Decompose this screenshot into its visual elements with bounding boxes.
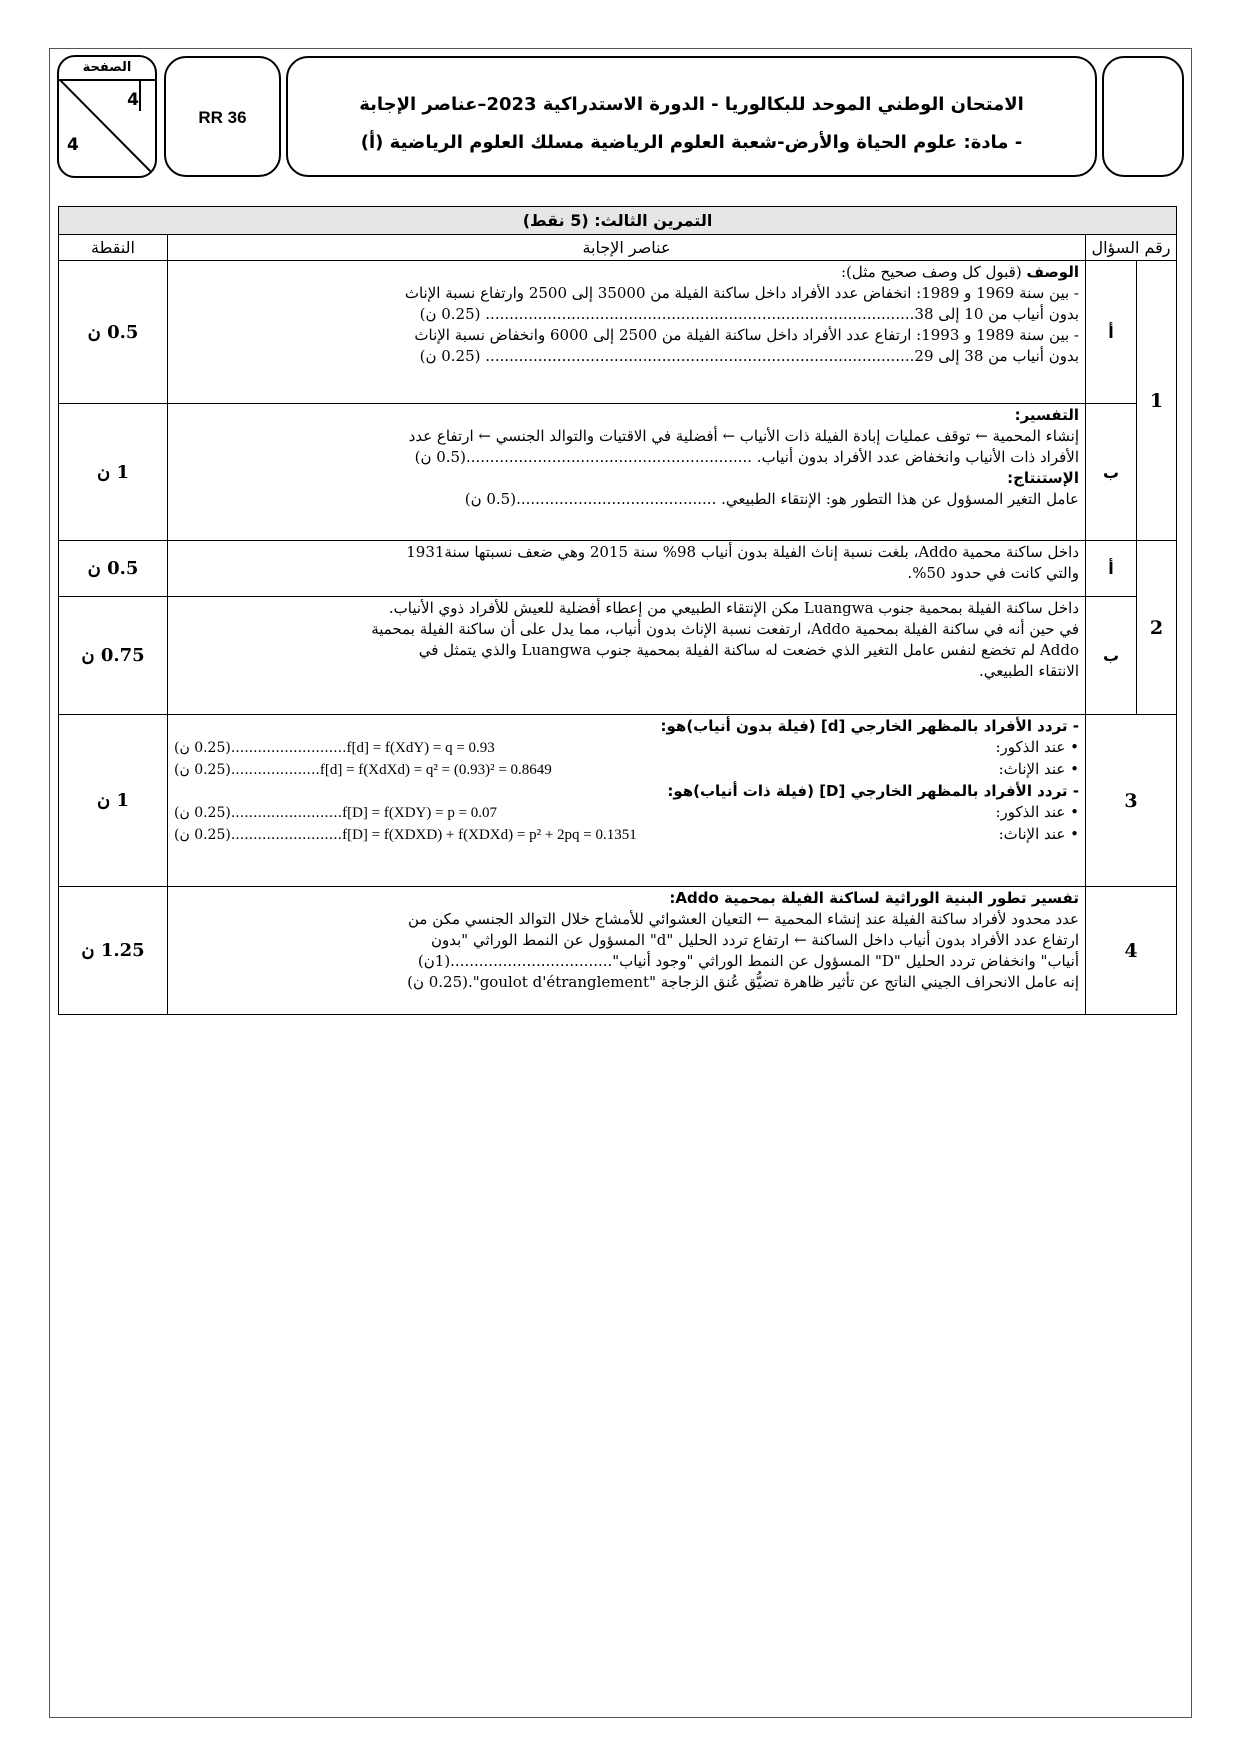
formula-score: .........................(0.25 ن) <box>174 805 343 821</box>
page-total: 4 <box>67 135 79 155</box>
answer-line: عامل التغير المسؤول عن هذا التطور هو: الإنتقاء الطبيعي. ..........................................(0.5 ن) <box>464 490 1079 508</box>
answer-line: عدد محدود لأفراد ساكنة الفيلة عند إنشاء المحمية ← التعيان العشوائي للأمشاج خلال التوالد الجنسي مكن من <box>408 910 1079 928</box>
answer-cell <box>168 715 1086 887</box>
exam-code: RR 36 <box>198 108 247 127</box>
formula-line <box>174 737 1079 759</box>
answer-line: - بين سنة 1989 و 1993: ارتفاع عدد الأفراد داخل ساكنة الفيلة من 2500 إلى 6000 وانخفاض نسبة الإناث <box>414 326 1079 344</box>
exam-title: الامتحان الوطني الموحد للبكالوريا - الدورة الاستدراكية 2023–عناصر الإجابة <box>359 94 1024 115</box>
page-label: الصفحة <box>59 57 155 81</box>
answer-line: داخل ساكنة محمية Addo، بلغت نسبة إناث الفيلة بدون أنياب 98% سنة 2015 وهي ضعف نسبتها سنة1931 <box>406 543 1079 561</box>
answer-line: بدون أنياب من 10 إلى 38.......................................................................................... (0.25 ن) <box>419 305 1079 323</box>
answer-line: والتي كانت في حدود 50%. <box>907 564 1079 582</box>
formula: f[d] = f(XdY) = q = 0.93 <box>346 740 495 756</box>
answer-line: الانتقاء الطبيعي. <box>978 662 1079 680</box>
formula-label: • عند الذكور: <box>995 738 1079 756</box>
points: 1.25 ن <box>59 887 168 1015</box>
answer-table <box>58 206 1177 1015</box>
col-answer-header: عناصر الإجابة <box>168 235 1086 261</box>
formula-score: ..........................(0.25 ن) <box>174 740 347 756</box>
exercise-title: التمرين الثالث: (5 نقط) <box>59 207 1177 235</box>
answer-note: (قبول كل وصف صحيح مثل): <box>840 263 1027 281</box>
formula-score: ....................(0.25 ن) <box>174 762 320 778</box>
question-number: 4 <box>1086 887 1177 1015</box>
exam-code-box <box>164 56 281 177</box>
exam-title-box <box>286 56 1097 177</box>
answer-heading: الإستنتاج: <box>1007 469 1079 487</box>
points: 1 ن <box>59 715 168 887</box>
answer-line: الأفراد ذات الأنياب وانخفاض عدد الأفراد بدون أنياب. ............................................................(0.5 ن) <box>414 448 1079 466</box>
points: 0.75 ن <box>59 597 168 715</box>
answer-line: - بين سنة 1969 و 1989: انخفاض عدد الأفراد داخل ساكنة الفيلة من 35000 إلى 2500 وارتفاع نسبة الإناث <box>404 284 1079 302</box>
formula-line <box>174 824 1079 846</box>
page-number-box <box>57 55 157 178</box>
formula: f[D] = f(XDY) = p = 0.07 <box>342 805 498 821</box>
answer-line: داخل ساكنة الفيلة بمحمية جنوب Luangwa مكن الإنتقاء الطبيعي من إعطاء أفضلية للعيش للأفراد ذوي الأنياب. <box>388 599 1079 617</box>
answer-line: ارتفاع عدد الأفراد بدون أنياب داخل الساكنة ← ارتفاع تردد الحليل "d" المسؤول عن النمط الوراثي "بدون <box>430 931 1079 949</box>
exam-subject: - مادة: علوم الحياة والأرض-شعبة العلوم الرياضية مسلك العلوم الرياضية (أ) <box>360 132 1023 153</box>
answer-cell <box>168 261 1086 404</box>
answer-line: بدون أنياب من 38 إلى 29.......................................................................................... (0.25 ن) <box>419 347 1079 365</box>
sub-question: أ <box>1086 541 1137 597</box>
formula-label: • عند الإناث: <box>998 760 1079 778</box>
answer-heading: الوصف <box>1026 263 1079 281</box>
answer-line: Addo لم تخضع لنفس عامل التغير الذي خضعت له ساكنة الفيلة بمحمية جنوب Luangwa والذي يتمثل في <box>418 641 1079 659</box>
formula: f[D] = f(XDXD) + f(XDXd) = p² + 2pq = 0.1351 <box>342 827 637 843</box>
page-diagonal <box>59 79 157 178</box>
answer-heading: التفسير: <box>1014 406 1079 424</box>
answer-cell <box>168 541 1086 597</box>
formula-label: • عند الذكور: <box>995 803 1079 821</box>
answer-line: إنه عامل الانحراف الجيني الناتج عن تأثير ظاهرة تضيُّق عُنق الزجاجة "goulot d'étranglement".(0.25 ن) <box>407 973 1079 991</box>
empty-box <box>1102 56 1184 177</box>
answer-line: في حين أنه في ساكنة الفيلة بمحمية Addo، ارتفعت نسبة الإناث بدون أنياب، مما يدل على أن ساكنة الفيلة بمحمية <box>371 620 1079 638</box>
sub-question: أ <box>1086 261 1137 404</box>
formula-score: .........................(0.25 ن) <box>174 827 343 843</box>
formula-line <box>174 759 1079 781</box>
answer-heading: - تردد الأفراد بالمظهر الخارجي [d] (فيلة بدون أنياب)هو: <box>660 717 1079 735</box>
formula-line <box>174 802 1079 824</box>
answer-heading: تفسير تطور البنية الوراثية لساكنة الفيلة بمحمية Addo: <box>669 889 1079 907</box>
points: 0.5 ن <box>59 541 168 597</box>
page-current: 4 <box>127 90 139 110</box>
answer-cell <box>168 404 1086 541</box>
formula: f[d] = f(XdXd) = q² = (0.93)² = 0.8649 <box>319 762 552 778</box>
question-number: 1 <box>1137 261 1177 541</box>
page-divider <box>139 79 141 111</box>
points: 1 ن <box>59 404 168 541</box>
formula-label: • عند الإناث: <box>998 825 1079 843</box>
answer-line: إنشاء المحمية ← توقف عمليات إبادة الفيلة ذات الأنياب ← أفضلية في الاقتيات والتوالد الجنسي ← ارتفاع عدد <box>408 427 1079 445</box>
answer-cell <box>168 597 1086 715</box>
answer-heading: - تردد الأفراد بالمظهر الخارجي [D] (فيلة ذات أنياب)هو: <box>667 782 1079 800</box>
answer-line: أنياب" وانخفاض تردد الحليل "D" المسؤول عن النمط الوراثي "وجود أنياب"..................................(1ن) <box>417 952 1079 970</box>
col-points-header: النقطة <box>59 235 168 261</box>
sub-question: ب <box>1086 404 1137 541</box>
question-number: 3 <box>1086 715 1177 887</box>
col-question-header: رقم السؤال <box>1086 235 1177 261</box>
answer-cell <box>168 887 1086 1015</box>
sub-question: ب <box>1086 597 1137 715</box>
points: 0.5 ن <box>59 261 168 404</box>
question-number: 2 <box>1137 541 1177 715</box>
